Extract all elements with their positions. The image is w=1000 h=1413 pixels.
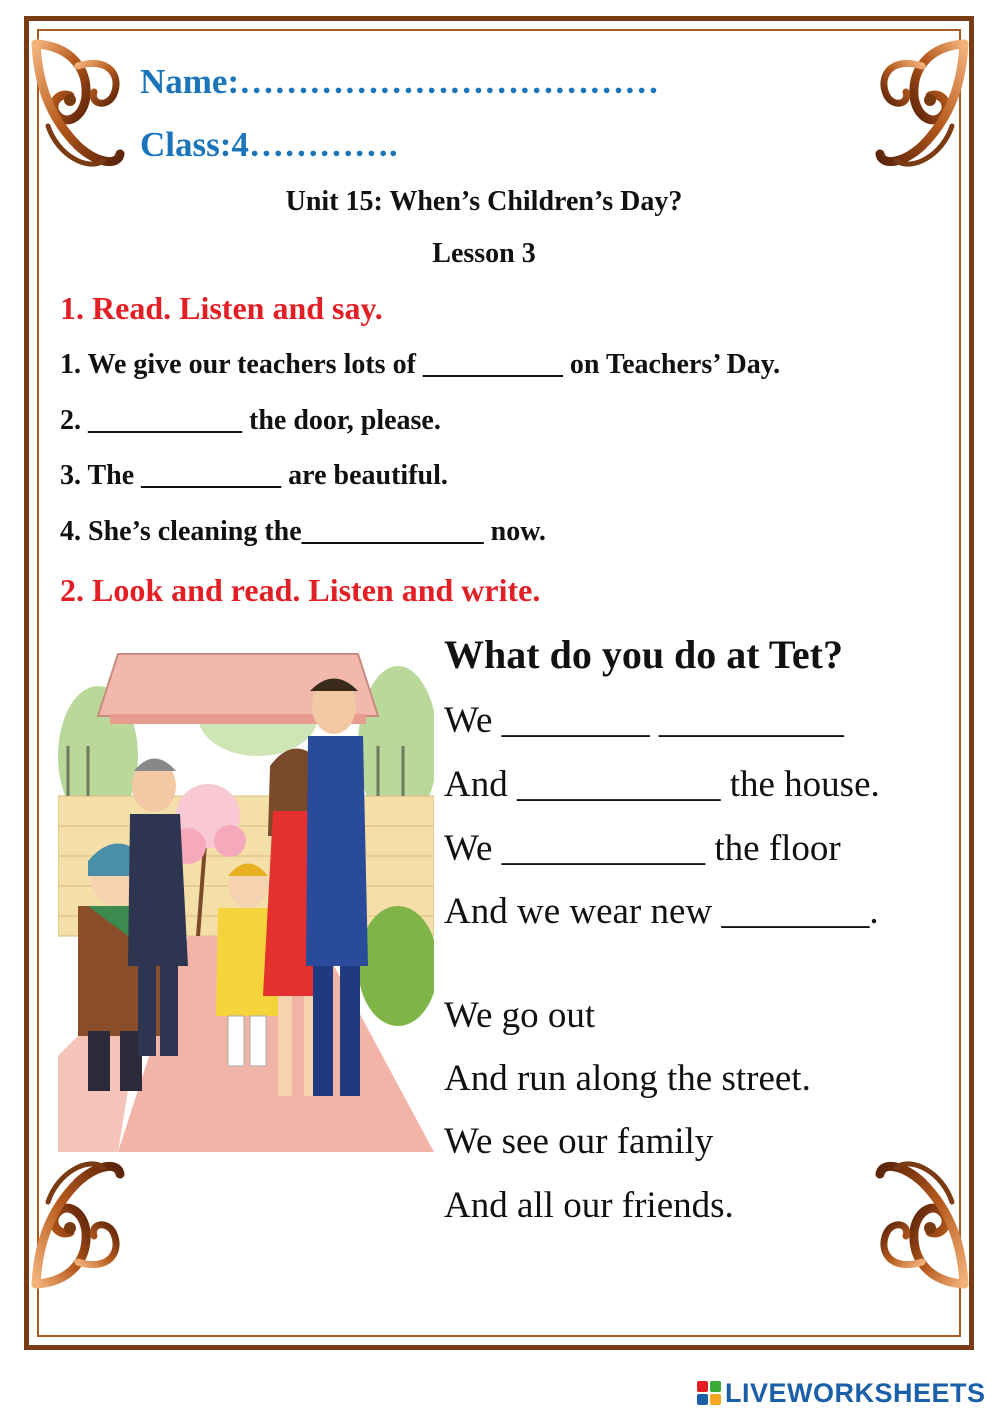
ornament-corner-icon <box>28 1152 128 1292</box>
unit-title: Unit 15: When’s Children’s Day? <box>285 186 683 217</box>
poem-line-1: We ________ __________ <box>444 700 844 741</box>
poem-line-6: And run along the street. <box>444 1058 811 1099</box>
question-4: 4. She’s cleaning the_____________ now. <box>60 516 546 547</box>
ornament-corner-icon <box>872 36 972 176</box>
class-field-label: Class:4…………. <box>140 125 398 164</box>
lesson-title: Lesson 3 <box>432 238 536 269</box>
brand-name: LIVEWORKSHEETS <box>725 1377 986 1408</box>
liveworksheets-logo-icon <box>697 1381 721 1405</box>
poem-title: What do you do at Tet? <box>444 632 843 677</box>
question-2: 2. ___________ the door, please. <box>60 405 441 436</box>
section-2-heading: 2. Look and read. Listen and write. <box>60 572 541 608</box>
ornament-corner-icon <box>28 36 128 176</box>
poem-line-2: And ___________ the house. <box>444 764 880 805</box>
liveworksheets-logo[interactable] <box>697 1378 986 1408</box>
poem-line-5: We go out <box>444 995 596 1036</box>
question-3: 3. The __________ are beautiful. <box>60 460 448 491</box>
ornament-corner-icon <box>872 1152 972 1292</box>
poem-line-8: And all our friends. <box>444 1185 734 1226</box>
question-1: 1. We give our teachers lots of __________ on Teachers’ Day. <box>60 349 781 380</box>
family-tet-illustration <box>58 636 434 1152</box>
name-field-label: Name:……………………………… <box>140 62 660 101</box>
poem-line-7: We see our family <box>444 1121 714 1162</box>
section-1-heading: 1. Read. Listen and say. <box>60 290 383 326</box>
poem-line-4: And we wear new ________. <box>444 891 879 932</box>
poem-line-3: We ___________ the floor <box>444 828 841 869</box>
